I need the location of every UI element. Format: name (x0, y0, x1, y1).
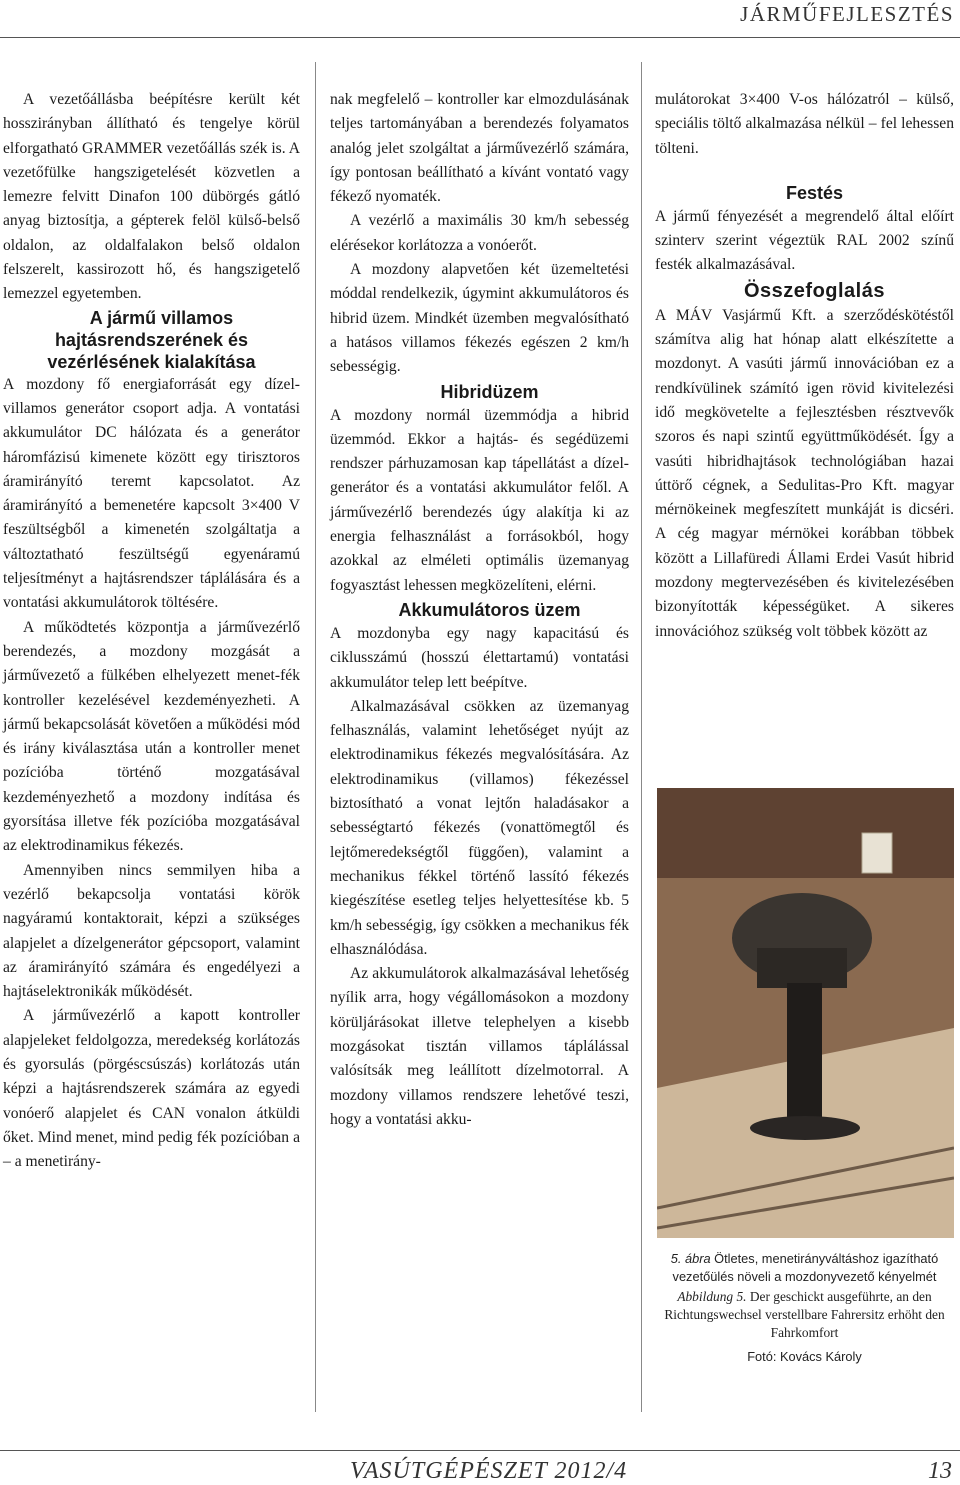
figure-caption (655, 1250, 954, 1366)
paragraph: A MÁV Vasjármű Kft. a szerződéskötéstől számítva alig hat hónap alatt elkészítette a mozdonyt. A vasúti jármű innovációban ez a rendkívülinek számító igen rövid kivitelezési idő megkövetelte a fejlesztésben résztvevők szoros és napi szintű együttműködését. Így a vasúti hibridhajtások technológiában hazai úttörő cégnek, a Sedulitas-Pro Kft. magyar mérnökeinek megfeszített munkáját is dicséri. A cég magyar mérnökei korábban többek között a Lillafüredi Állami Erdei Vasút hibrid mozdony megtervezésében és kivitelezésében bizonyították képességüket. A sikeres innovációhoz szükség volt többek között az (655, 306, 954, 640)
photo-illustration (657, 788, 954, 1238)
paragraph: A jármű fényezését a megrendelő által előírt szinterv szerint végeztük RAL 2002 színű festék alkalmazásával. (655, 207, 954, 274)
paragraph: A vezérlő a maximális 30 km/h sebesség elérésekor korlátozza a vonóerőt. (330, 212, 629, 254)
driver-seat-photo (657, 788, 954, 1238)
column-divider-1 (315, 62, 316, 1412)
paragraph: A járművezérlő a kapott kontroller alapjeleket feldolgozza, meredekség korlátozás és gyorsulás (pörgéscsúszás) korlátozás után képzi a hajtásrendszerek számára az egyedi vonóerő alapjelet és CAN vonalon átküldi őket. Mind menet, mind pedig fék pozícióban a – a menetirány- (3, 1007, 300, 1171)
paragraph: A működtetés központja a járművezérlő berendezés, a mozdony mozgását a járművezető a fülkében elhelyezett menet-fék kontroller kezelésével kezdeményezheti. A jármű bekapcsolását követően a működési mód és irány kiválasztása után a kontroller menet pozícióba történő mozgatásával kezdeményezhető a mozdony indítása és gyorsítása illetve fék pozícióba mozgatásával az elektrodinamikus fékezés. (3, 618, 300, 855)
section-heading: Festés (785, 182, 844, 203)
paragraph: A vezetőállásba beépítésre került két hosszirányban állítható és tengelye körül elforgatható GRAMMER vezetőállás szék is. A vezetőfülke hangszigetelését közvetlen a lemezre felvitt Dinafon 100 dübörgés gátló anyag biztosítja, a gépterek felöl külső-belső oldalon, az oldalfalakon belső oldalon felszerelt, kassirozott hő, és hangszigetelő lemezzel egyetemben. (3, 91, 300, 303)
paragraph: A mozdony fő energiaforrását egy dízel-villamos generátor csoport adja. A vontatási akkumulátor DC hálózata és a generátor háromfázisú kimenete között egy tirisztoros áramirányító teremt kapcsolatot. Az áramirányító a bemenetére kapcsolt 3×400 V feszültségből a kimenetén szolgáltatja a változtatható feszültségű egyenáramú teljesítményt a hajtásrendszer táplálására és a vontatási akkumulátorok töltésére. (3, 375, 300, 612)
paragraph: nak megfelelő – kontroller kar elmozdulásának teljes tartományában a berendezés folyamatos analóg jelet szolgáltat a járművezérlő számára, így pontosan beállítható a kívánt vontató vagy fékező nyomaték. (330, 91, 629, 206)
section-heading: Összefoglalás (743, 279, 885, 302)
section-title: JÁRMŰFEJLESZTÉS (740, 2, 954, 26)
paragraph: A mozdony alapvetően két üzemeltetési móddal rendelkezik, úgymint akkumulátoros és hibrid üzem. Mindkét üzemben megvalósítható a hatásos villamos fékezés egészen 2 km/h sebességig. (330, 261, 629, 376)
paragraph: Alkalmazásával csökken az üzemanyag felhasználás, valamint lehetőséget nyújt az elektrodinamikus fékezés megvalósítására. Az elektrodinamikus (villamos) fékezéssel biztosítható a vonat lejtőn haladásakor a sebességtartó fékezés (vonattömegtől és lejtőmeredekségtől függően), valamint a mechanikus fékkel történő lassító fékezés kiegészítése esetleg teljes helyettesítése kb. 5 km/h sebességig, így csökken a mechanikus fék elhasználódása. (330, 697, 629, 958)
photo-credit: Fotó: Kovács Károly (747, 1349, 862, 1364)
paragraph: A mozdonyba egy nagy kapacitású és ciklusszámú (hosszú élettartamú) vontatási akkumulátor telep lett beépítve. (330, 624, 629, 691)
column-3 (655, 88, 954, 644)
paragraph: A mozdony normál üzemmódja a hibrid üzemmód. Ekkor a hajtás- és segédüzemi rendszer párhuzamosan kap tápellátást a dízel-generátor és a vontatási akkumulátor felől. A járművezérlő berendezés úgy alakítja ki az energia felhasználást a forrásokból, hogy azokkal az elméleti optimális üzemanyag fogyasztást lehessen megközelíteni, elérni. (330, 406, 629, 594)
column-1 (3, 88, 300, 1174)
caption-label: 5. ábra (670, 1251, 711, 1266)
footer-rule (0, 1450, 960, 1451)
caption-hungarian (655, 1250, 954, 1286)
paragraph: Amennyiben nincs semmilyen hiba a vezérlő bekapcsolja vontatási körök nagyáramú kontaktorait, képzi a szükséges alapjelet a dízelgenerátor gépcsoport, valamint az áramirányító számára és engedélyezi a hajtáselektronikák működését. (3, 861, 300, 1001)
caption-text: Ötletes, menetirányváltáshoz igazítható vezetőülés növeli a mozdonyvezető kényelmét (672, 1251, 939, 1284)
header-rule (0, 37, 960, 38)
journal-name: VASÚTGÉPÉSZET 2012/4 (350, 1458, 628, 1484)
section-heading: Akkumulátoros üzem (398, 599, 581, 620)
page-number: 13 (928, 1458, 952, 1484)
paragraph: mulátorokat 3×400 V-os hálózatról – külső, speciális töltő alkalmazása nélkül – fel lehessen tölteni. (655, 91, 954, 157)
section-heading: A jármű villamos hajtásrendszerének és vezérlésének kialakítása (47, 307, 256, 372)
caption-label-de: Abbildung 5. (677, 1289, 747, 1304)
caption-text-de: Der geschickt ausgeführte, an den Richtungswechsel verstellbare Fahrersitz erhöht den Fahrkomfort (664, 1289, 945, 1340)
paragraph: Az akkumulátorok alkalmazásával lehetőség nyílik arra, hogy végállomásokon a mozdony körüljárásokat illetve telephelyen a kisebb mozgásokat tisztán villamos táplálással valósítsák meg leállított dízelmotorral. A mozdony villamos rendszere lehetővé teszi, hogy a vontatási akku- (330, 965, 629, 1128)
column-2 (330, 88, 629, 1132)
section-heading: Hibridüzem (440, 381, 539, 402)
column-divider-2 (641, 62, 642, 1412)
caption-german (655, 1288, 954, 1342)
